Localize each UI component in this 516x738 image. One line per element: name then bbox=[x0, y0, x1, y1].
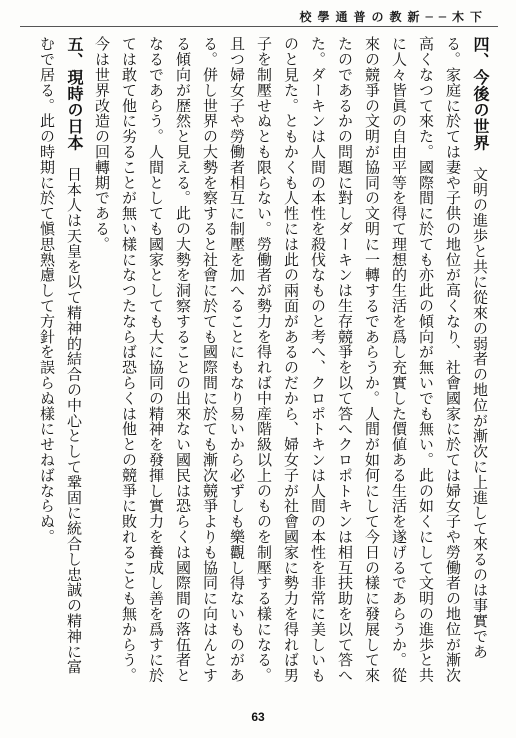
running-head: 下木──新教の普通學校 bbox=[299, 10, 488, 24]
section-5 bbox=[33, 36, 88, 686]
body-text bbox=[20, 36, 494, 686]
page-number: 63 bbox=[251, 710, 265, 724]
paragraph: 文明の進歩と共に從來の弱者の地位が漸次に上進して來るのは事實である。家庭に於ては妻や子供の地位が高くなり、社會國家に於ては婦女子や勞働者の地位が漸次高くなつて來た。國際間に於ても亦此の傾向が無いでも無い。此の如くにして文明の進歩と共に人々皆眞の自由平等を得て理想的生活を爲し充實した價値ある生活を遂げるであらうか。從來の競爭の文明が協同の文明に一轉するであらうか。人間が如何にして今日の樣に發展して來たのであるかの問題に對しダーキンは生存競爭を以て答へクロポトキンは相互扶助を以て答へた。ダーキンは人間の本性を殺伐なものと考へ、クロポトキンは人間の本性を非常に美しいものと見た。ともかくも人性には此の兩面があるのだから、婦女子が社會國家に勢力を得れば男子を制壓せぬとも限らない。勞働者が勢力を得れば中産階級以上のものを制壓する樣になる。且つ婦女子や勞働者相互に制壓を加へることにもなり易いから必ずしも樂觀し得ないものがある。併し世界の大勢を察すると社會に於ても國際間に於ても漸次競爭よりも協同に向はんとする傾向が歴然と見える。此の大勢を洞察することの出來ない國民は恐らくは國際間の落伍者となるであらう。人間としても國家としても大に協同の精神を發揮し實力を養成し善を爲すに於ては敢て他に劣ることが無い樣になつたならば恐らくは他との競爭に敗れることも無からう。今は世界改造の回轉期である。 bbox=[93, 36, 489, 683]
section-4 bbox=[88, 36, 494, 686]
paragraph: 日本人は天皇を以て精神的結合の中心として鞏固に統合し忠誠の精神に富むで居る。此の時期に於て愼思熟慮して方針を誤らぬ樣にせねばならぬ。 bbox=[38, 36, 83, 675]
section-heading: 四、今後の世界 bbox=[471, 36, 490, 151]
section-heading: 五、現時の日本 bbox=[65, 36, 84, 151]
header-rule bbox=[20, 26, 498, 27]
